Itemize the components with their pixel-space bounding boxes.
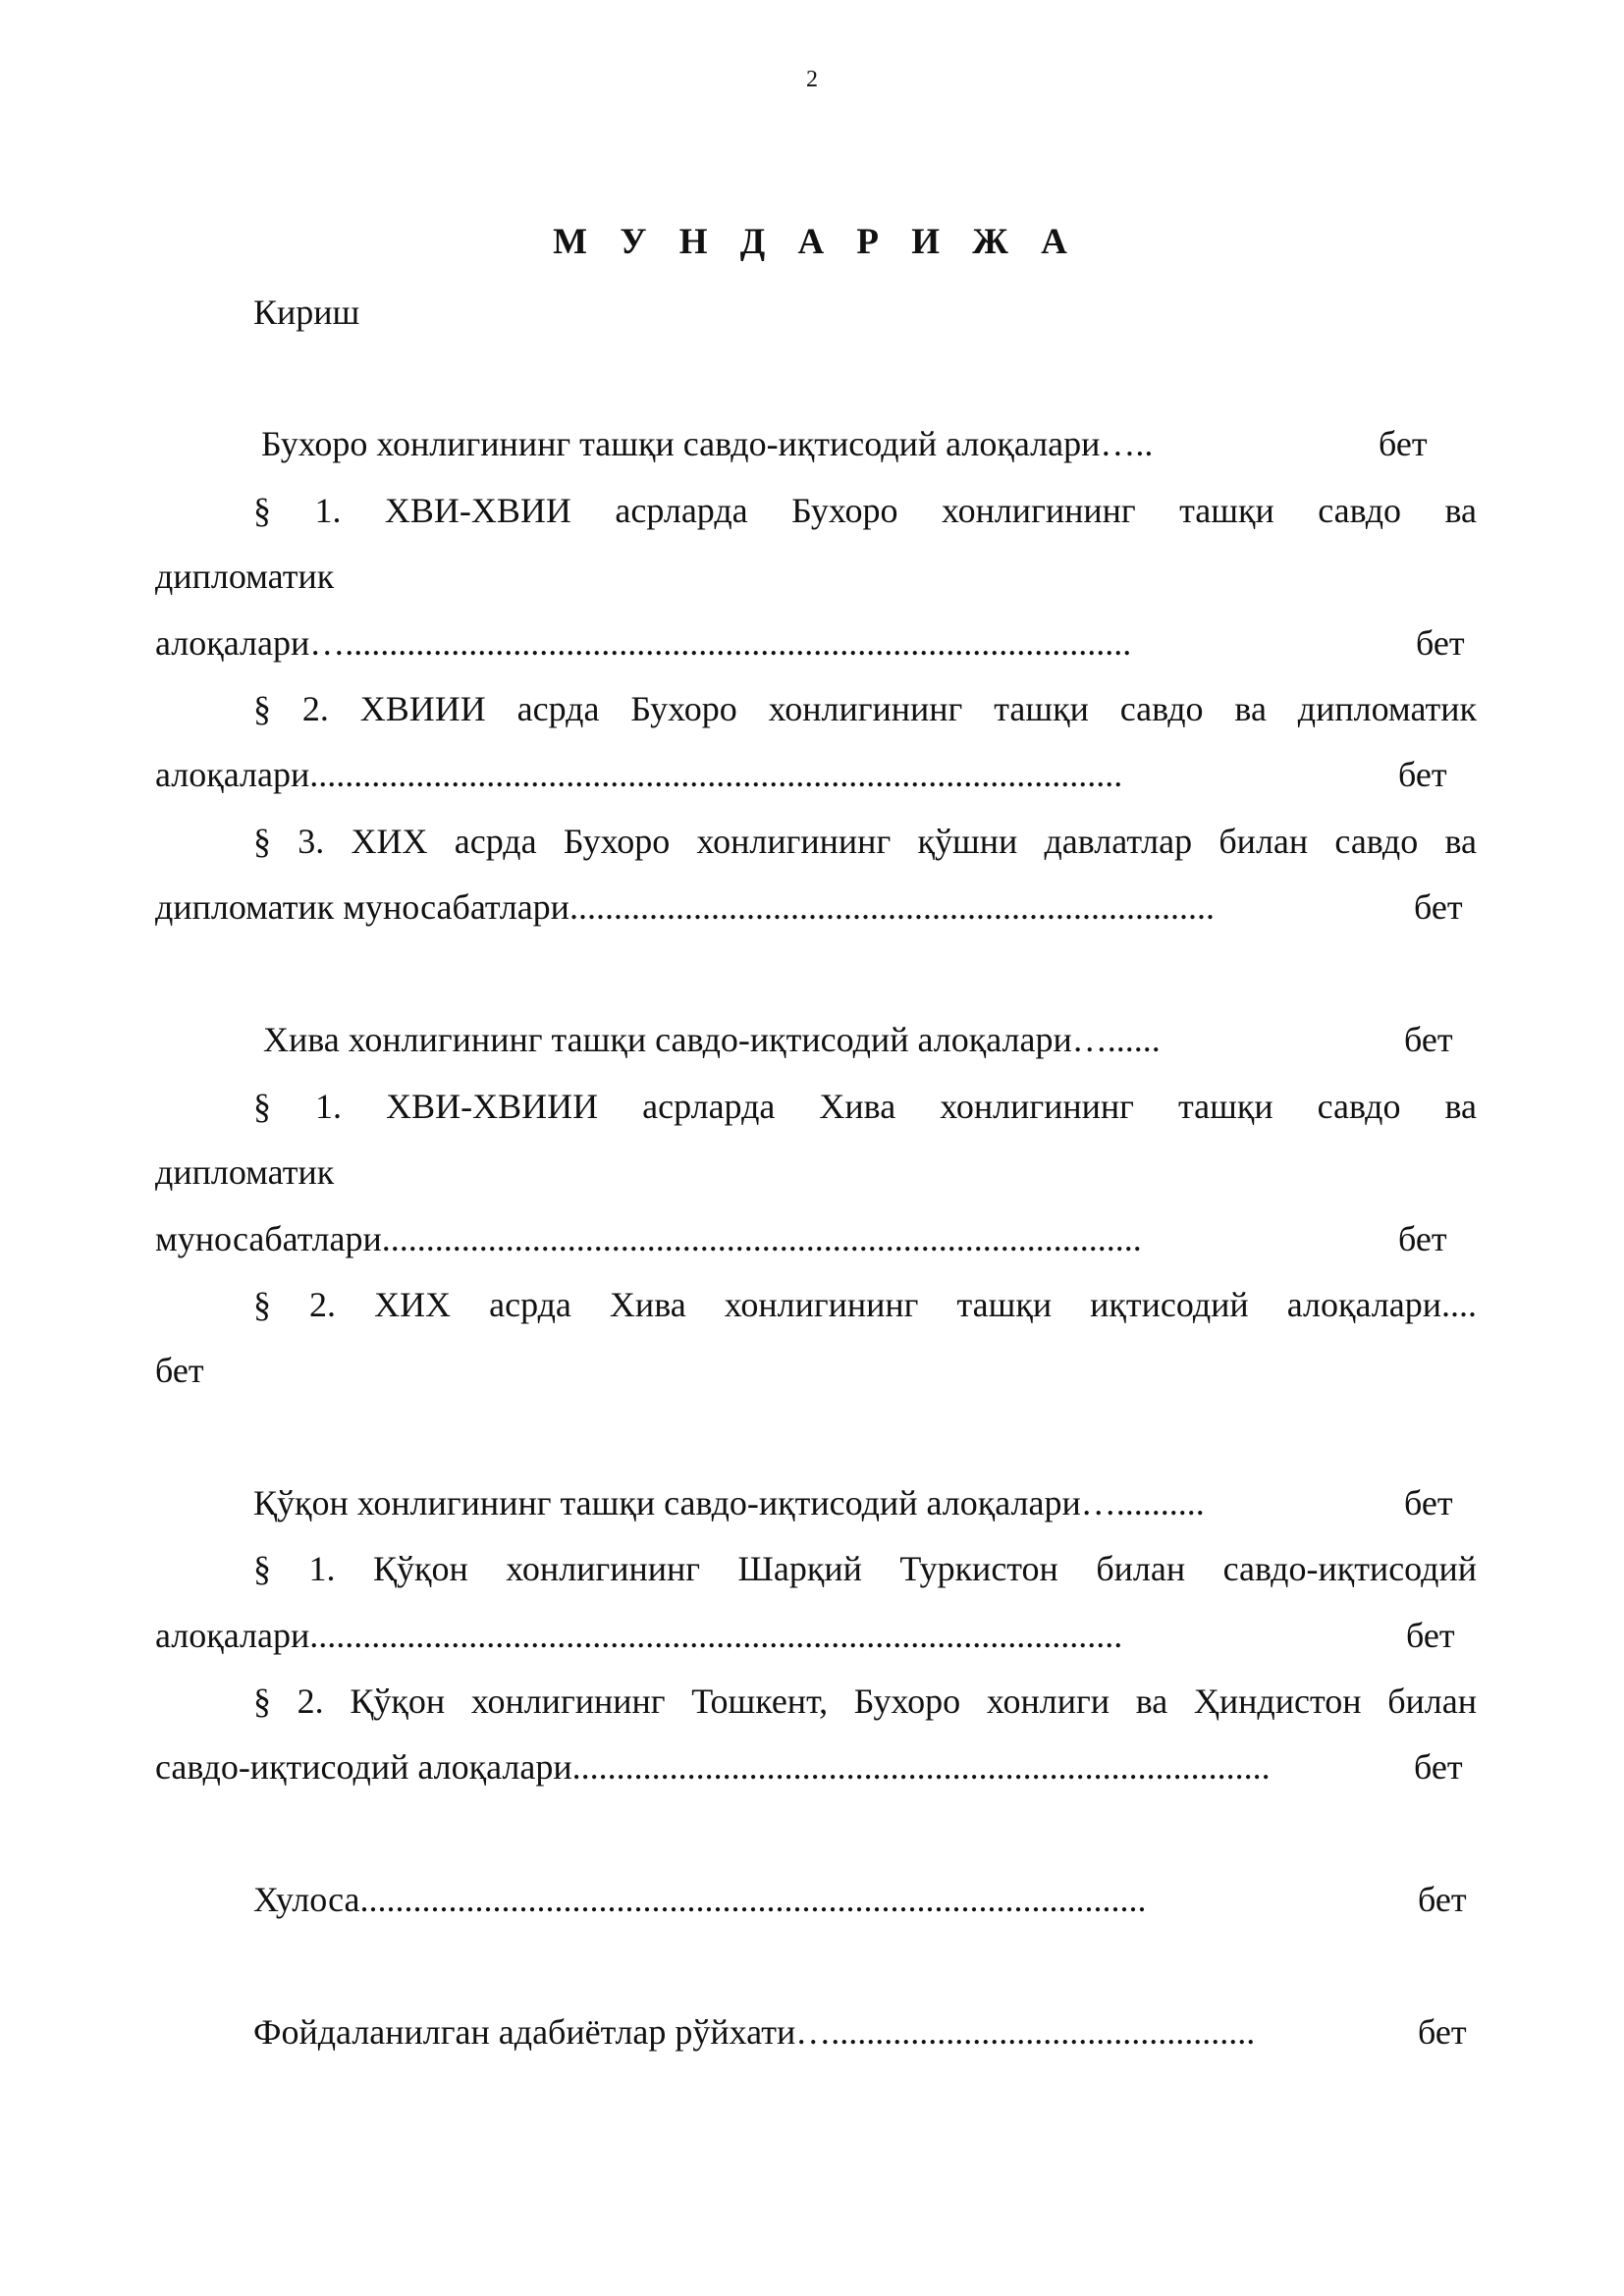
toc-item-line: § 2. ХВИИИ асрда Бухоро хонлигининг ташқи савдо ва дипломатик [253,689,1477,728]
toc-item-line: § 1. ХВИ-ХВИИИ асрларда Хива хонлигининг ташқи савдо ва [253,1087,1477,1126]
toc-page-label: бет [1398,1219,1447,1258]
page-number: 2 [806,67,818,92]
toc-page-label: бет [1404,1483,1453,1522]
toc-item-line: алоқалари............................................................................................ [155,755,1123,794]
toc-references: Фойдаланилган адабиётлар рўйхати…................................................ [253,2012,1256,2052]
toc-item-line: муносабатлари...................................................................................... [155,1219,1142,1258]
toc-item-line: § 1. ХВИ-ХВИИ асрларда Бухоро хонлигининг ташқи савдо ва [253,491,1477,530]
toc-intro: Кириш [253,293,360,332]
toc-page-label: бет [1404,1020,1453,1059]
toc-item-line: бет [155,1351,204,1390]
toc-section-heading: Хива хонлигининг ташқи савдо-иқтисодий алоқалари…...... [263,1020,1161,1059]
toc-item-line: § 2. Қўқон хонлигининг Тошкент, Бухоро хонлиги ва Ҳиндистон билан [253,1682,1477,1721]
toc-item-line: дипломатик [155,557,335,596]
toc-page-label: бет [1418,1880,1467,1919]
toc-page-label: бет [1398,755,1447,794]
toc-conclusion: Хулоса......................................................................................... [253,1880,1147,1919]
page-title: М У Н Д А Р И Ж А [553,222,1079,262]
toc-item-line: дипломатик муносабатлари......................................................................... [155,887,1215,927]
toc-item-line: § 2. ХИХ асрда Хива хонлигининг ташқи иқтисодий алоқалари.... [253,1285,1477,1324]
toc-page-label: бет [1418,2012,1467,2052]
toc-item-line: § 3. ХИХ асрда Бухоро хонлигининг қўшни давлатлар билан савдо ва [253,822,1477,861]
toc-page-label: бет [1406,1616,1455,1655]
toc-section-heading: Бухоро хонлигининг ташқи савдо-иқтисодий алоқалари….. [261,424,1154,463]
toc-item-line: дипломатик [155,1152,335,1192]
toc-item-line: алоқалари............................................................................................ [155,1616,1123,1655]
toc-page-label: бет [1414,887,1463,927]
toc-item-line: § 1. Қўқон хонлигининг Шарқий Туркистон билан савдо-иқтисодий [253,1549,1477,1588]
toc-page-label: бет [1414,1747,1463,1787]
toc-section-heading: Қўқон хонлигининг ташқи савдо-иқтисодий алоқалари….......... [253,1483,1205,1522]
toc-item-line: савдо-иқтисодий алоқалари............................................................................... [155,1747,1271,1787]
toc-page-label: бет [1379,424,1428,463]
toc-item-line: алоқалари…......................................................................................... [155,623,1132,663]
toc-page-label: бет [1416,623,1465,663]
